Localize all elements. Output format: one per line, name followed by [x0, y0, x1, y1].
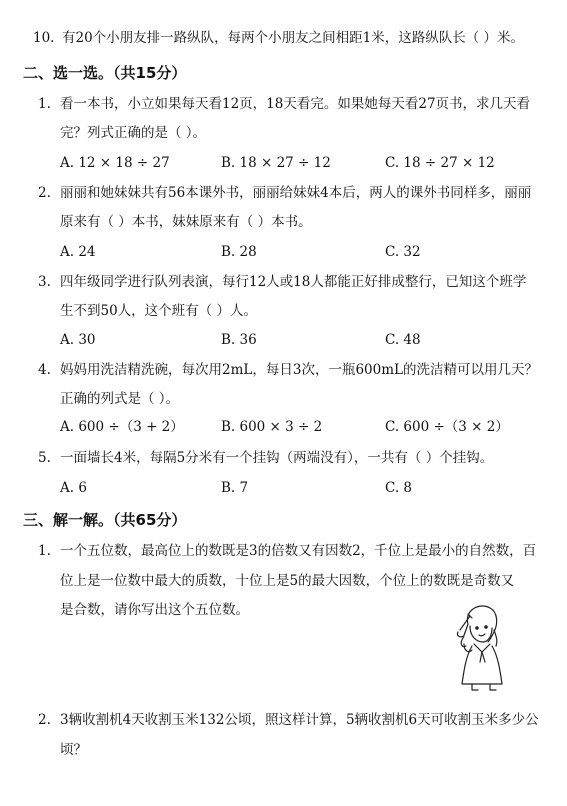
section-3-title: 三、解一解。（共65分）: [23, 511, 187, 529]
s3-q1-line2: 位上是一位数中最大的质数，十位上是5的最大因数，个位上的数既是奇数又: [60, 573, 515, 589]
s2-q1-option-b: B. 18 × 27 ÷ 12: [221, 155, 331, 171]
s2-q4-line1: 妈妈用洗洁精洗碗，每次用2mL，每日3次，一瓶600mL的洗洁精可以用几天？: [60, 362, 538, 378]
s3-q2-line1: 3辆收割机4天收割玉米132公顷，照这样计算，5辆收割机6天可收割玉米多少公: [60, 712, 539, 728]
s2-q1-line2: 完？列式正确的是（ ）。: [60, 125, 207, 141]
s3-q1-number: 1.: [38, 543, 51, 559]
s2-q3-line1: 四年级同学进行队列表演，每行12人或18人都能正好排成整行，已知这个班学: [60, 274, 527, 290]
s2-q1-line1: 看一本书，小立如果每天看12页，18天看完。如果她每天看27页书，求几天看: [60, 96, 531, 112]
s2-q3-option-c: C. 48: [385, 332, 421, 348]
s3-q2-number: 2.: [38, 712, 51, 728]
s2-q3-option-a: A. 30: [60, 332, 96, 348]
thinking-girl-illustration: [450, 600, 512, 692]
s3-q2-line2: 顷？: [60, 742, 87, 758]
s2-q1-number: 1.: [38, 96, 51, 112]
s2-q5-line1: 一面墙长4米，每隔5分米有一个挂钩（两端没有），一共有（ ）个挂钩。: [60, 450, 494, 466]
s2-q1-option-a: A. 12 × 18 ÷ 27: [60, 155, 170, 171]
s2-q5-option-c: C. 8: [385, 480, 413, 496]
s2-q5-option-a: A. 6: [60, 480, 87, 496]
s2-q2-option-c: C. 32: [385, 244, 421, 260]
s2-q2-option-b: B. 28: [221, 244, 257, 260]
s2-q2-option-a: A. 24: [60, 244, 96, 260]
s2-q3-number: 3.: [38, 274, 51, 290]
q10-number: 10.: [33, 30, 55, 46]
s2-q4-number: 4.: [38, 362, 51, 378]
s3-q1-line1: 一个五位数，最高位上的数既是3的倍数又有因数2，千位上是最小的自然数，百: [60, 543, 537, 559]
s2-q4-option-b: B. 600 × 3 ÷ 2: [221, 419, 323, 435]
s2-q2-line1: 丽丽和她妹妹共有56本课外书，丽丽给妹妹4本后，两人的课外书同样多，丽丽: [60, 185, 532, 201]
s2-q4-option-c: C. 600 ÷（3 × 2）: [385, 419, 509, 435]
s2-q4-line2: 正确的列式是（ ）。: [60, 391, 180, 407]
s2-q2-number: 2.: [38, 185, 51, 201]
s2-q3-line2: 生不到50人，这个班有（ ）人。: [60, 303, 257, 319]
s2-q4-option-a: A. 600 ÷（3 + 2）: [60, 419, 184, 435]
s2-q2-line2: 原来有（ ）本书，妹妹原来有（ ）本书。: [60, 214, 312, 230]
q10-text: 有20个小朋友排一路纵队，每两个小朋友之间相距1米，这路纵队长（ ）米。: [62, 30, 525, 46]
s2-q5-option-b: B. 7: [221, 480, 249, 496]
s2-q3-option-b: B. 36: [221, 332, 257, 348]
s2-q1-option-c: C. 18 ÷ 27 × 12: [385, 155, 495, 171]
s2-q5-number: 5.: [38, 450, 51, 466]
section-2-title: 二、选一选。（共15分）: [23, 64, 187, 82]
s3-q1-line3: 是合数，请你写出这个五位数。: [60, 602, 249, 618]
